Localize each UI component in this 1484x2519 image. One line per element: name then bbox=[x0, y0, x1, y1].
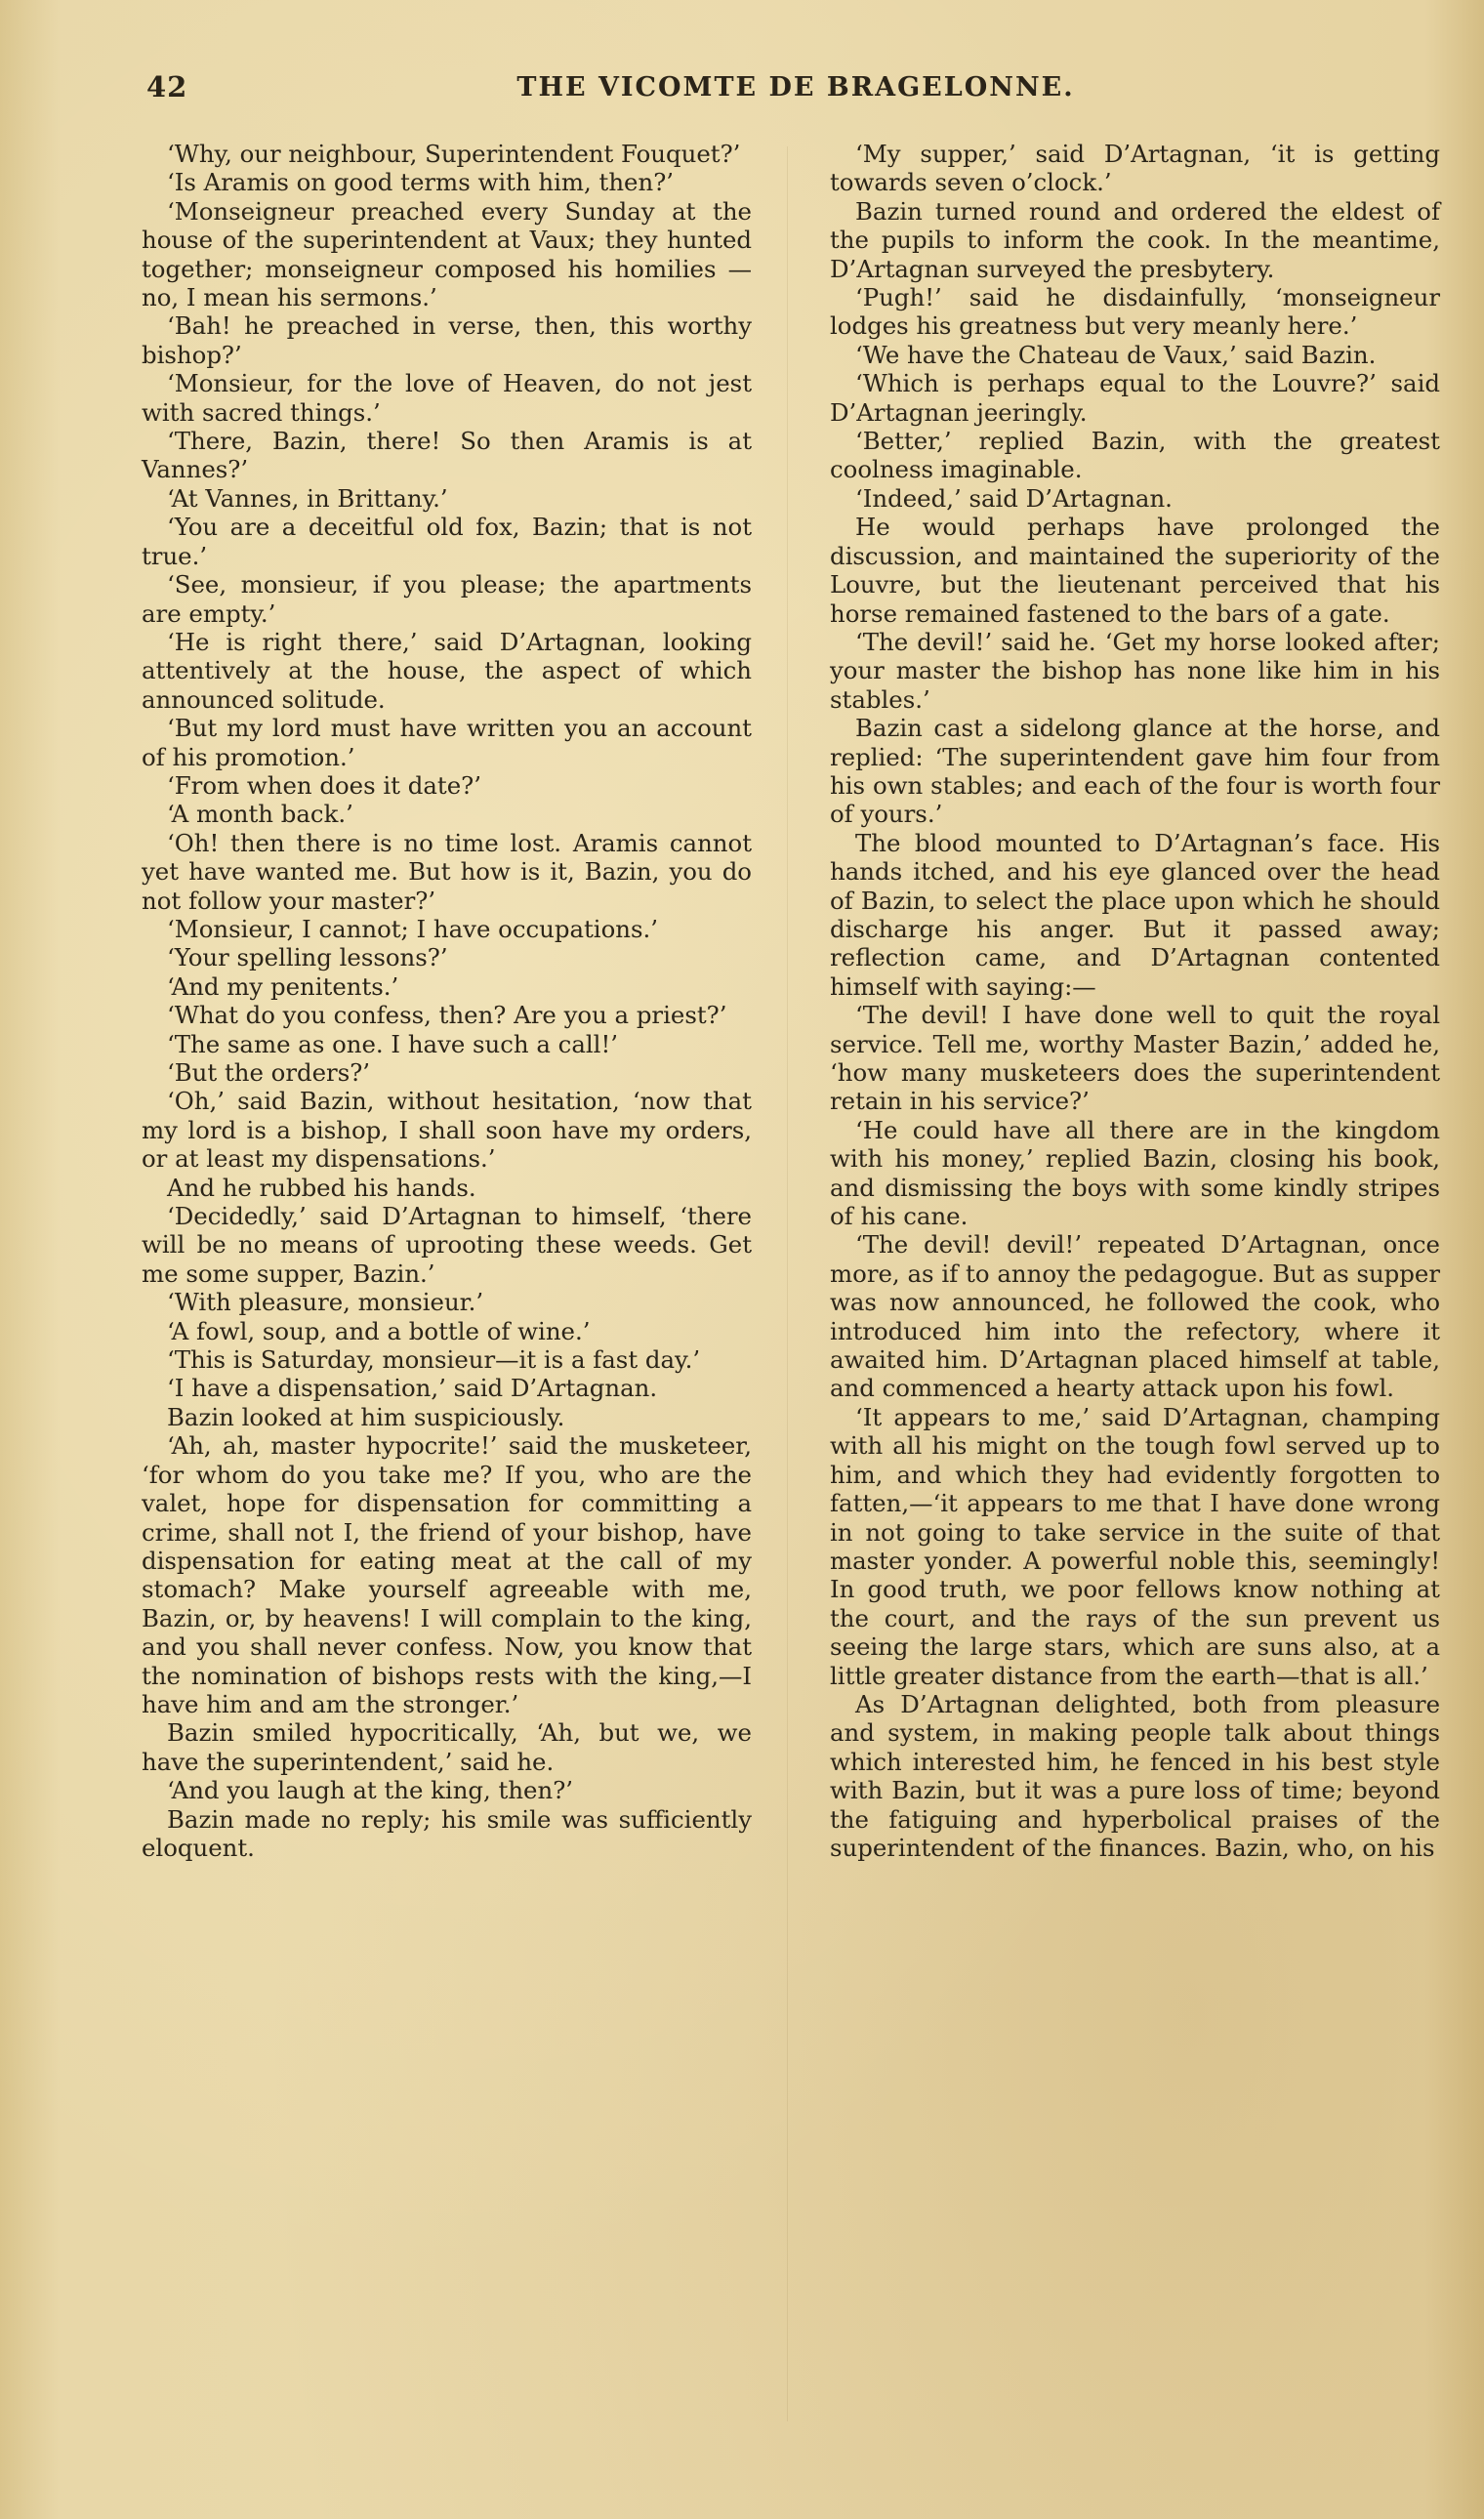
paragraph: ‘Ah, ah, master hypocrite!’ said the musketeer, ‘for whom do you take me? If you, who are the valet, hope for dispensation for committing a crime, shall not I, the friend of your bishop, have dispensation for eating meat at the call of my stomach? Make yourself agreeable with me, Bazin, or, by heavens! I will complain to the king, and you shall never confess. Now, you know that the nomination of bishops rests with the king,—I have him and am the stronger.’ bbox=[142, 1431, 752, 1718]
paragraph: The blood mounted to D’Artagnan’s face. His hands itched, and his eye glanced over the head of Bazin, to select the place upon which he should discharge his anger. But it passed away; reflection came, and D’Artagnan contented himself with saying:— bbox=[830, 828, 1440, 1001]
paragraph: ‘But the orders?’ bbox=[167, 1058, 371, 1087]
paragraph: ‘Which is perhaps equal to the Louvre?’ said D’Artagnan jeeringly. bbox=[830, 369, 1440, 427]
paragraph: ‘This is Saturday, monsieur—it is a fast day.’ bbox=[167, 1345, 701, 1375]
paragraph: ‘What do you confess, then? Are you a priest?’ bbox=[167, 1001, 727, 1030]
paragraph: ‘It appears to me,’ said D’Artagnan, champing with all his might on the tough fowl served up to him, and which they had evidently forgotten to fatten,—‘it appears to me that I have done wrong in not going to take service in the suite of that master yonder. A powerful noble this, seemingly! In good truth, we poor fellows know nothing at the court, and the rays of the sun prevent us seeing the large stars, which are suns also, at a little greater distance from the earth—that is all.’ bbox=[830, 1402, 1440, 1690]
paragraph: ‘See, monsieur, if you please; the apartments are empty.’ bbox=[142, 570, 752, 628]
column-gutter bbox=[787, 146, 788, 2421]
paragraph: ‘The devil!’ said he. ‘Get my horse looked after; your master the bishop has none like him in his stables.’ bbox=[830, 627, 1440, 714]
paragraph: Bazin turned round and ordered the eldest of the pupils to inform the cook. In the meantime, D’Artagnan surveyed the presbytery. bbox=[830, 196, 1440, 283]
paragraph: ‘Pugh!’ said he disdainfully, ‘monseigneur lodges his greatness but very meanly here.’ bbox=[830, 283, 1440, 341]
page-header bbox=[146, 70, 1445, 109]
paragraph: ‘And you laugh at the king, then?’ bbox=[167, 1776, 574, 1805]
paragraph: ‘From when does it date?’ bbox=[167, 770, 481, 800]
paragraph: ‘Monseigneur preached every Sunday at the house of the superintendent at Vaux; they hunted together; monseigneur composed his homilies — no, I mean his sermons.’ bbox=[142, 196, 752, 312]
right-text-column bbox=[830, 140, 1440, 1862]
paragraph: ‘Better,’ replied Bazin, with the greatest coolness imaginable. bbox=[830, 427, 1440, 484]
paragraph: ‘You are a deceitful old fox, Bazin; that is not true.’ bbox=[142, 513, 752, 570]
paragraph: As D’Artagnan delighted, both from pleasure and system, in making people talk about things which interested him, he fenced in his best style with Bazin, but it was a pure loss of time; beyond the fatiguing and hyperbolical praises of the superintendent of the finances. Bazin, who, on his bbox=[830, 1689, 1440, 1862]
paragraph: ‘My supper,’ said D’Artagnan, ‘it is getting towards seven o’clock.’ bbox=[830, 140, 1440, 197]
paragraph: Bazin smiled hypocritically, ‘Ah, but we, we have the superintendent,’ said he. bbox=[142, 1718, 752, 1776]
paragraph: ‘The same as one. I have such a call!’ bbox=[167, 1029, 619, 1058]
paragraph: ‘Monsieur, I cannot; I have occupations.’ bbox=[167, 914, 659, 943]
paragraph: ‘Indeed,’ said D’Artagnan. bbox=[855, 483, 1173, 513]
page-number: 42 bbox=[146, 70, 188, 103]
paragraph: ‘Monsieur, for the love of Heaven, do not jest with sacred things.’ bbox=[142, 369, 752, 427]
paragraph: He would perhaps have prolonged the discussion, and maintained the superiority of the Louvre, but the lieutenant perceived that his horse remained fastened to the bars of a gate. bbox=[830, 513, 1440, 628]
paragraph: ‘The devil! devil!’ repeated D’Artagnan, once more, as if to annoy the pedagogue. But as supper was now announced, he followed the cook, who introduced him into the refectory, where it awaited him. D’Artagnan placed himself at table, and commenced a hearty attack upon his fowl. bbox=[830, 1230, 1440, 1403]
paragraph: ‘I have a dispensation,’ said D’Artagnan. bbox=[167, 1374, 658, 1403]
left-text-column bbox=[142, 140, 752, 1862]
paragraph: ‘He could have all there are in the kingdom with his money,’ replied Bazin, closing his book, and dismissing the boys with some kindly stripes of his cane. bbox=[830, 1115, 1440, 1231]
paragraph: ‘Bah! he preached in verse, then, this worthy bishop?’ bbox=[142, 311, 752, 369]
paragraph: ‘We have the Chateau de Vaux,’ said Bazin. bbox=[855, 340, 1377, 369]
paragraph: ‘He is right there,’ said D’Artagnan, looking attentively at the house, the aspect of which announced solitude. bbox=[142, 627, 752, 714]
paragraph: ‘Why, our neighbour, Superintendent Fouquet?’ bbox=[167, 140, 741, 168]
paragraph: ‘Your spelling lessons?’ bbox=[167, 943, 448, 972]
paragraph: ‘Decidedly,’ said D’Artagnan to himself, ‘there will be no means of uprooting these weeds. Get me some supper, Bazin.’ bbox=[142, 1202, 752, 1288]
paragraph: ‘Is Aramis on good terms with him, then?’ bbox=[167, 168, 675, 197]
paragraph: Bazin looked at him suspiciously. bbox=[167, 1402, 565, 1431]
paragraph: ‘At Vannes, in Brittany.’ bbox=[167, 483, 448, 513]
paragraph: ‘Oh,’ said Bazin, without hesitation, ‘now that my lord is a bishop, I shall soon have my orders, or at least my dispensations.’ bbox=[142, 1087, 752, 1174]
paragraph: ‘But my lord must have written you an account of his promotion.’ bbox=[142, 714, 752, 771]
paragraph: ‘A fowl, soup, and a bottle of wine.’ bbox=[167, 1316, 591, 1345]
paragraph: ‘And my penitents.’ bbox=[167, 971, 399, 1001]
paragraph: Bazin cast a sidelong glance at the horse, and replied: ‘The superintendent gave him four from his own stables; and each of the four is worth four of yours.’ bbox=[830, 714, 1440, 829]
paragraph: ‘There, Bazin, there! So then Aramis is at Vannes?’ bbox=[142, 427, 752, 484]
running-title: THE VICOMTE DE BRAGELONNE. bbox=[516, 72, 1075, 103]
paragraph: ‘Oh! then there is no time lost. Aramis cannot yet have wanted me. But how is it, Bazin, you do not follow your master?’ bbox=[142, 828, 752, 915]
paragraph: ‘With pleasure, monsieur.’ bbox=[167, 1288, 484, 1317]
paragraph: And he rubbed his hands. bbox=[167, 1173, 476, 1202]
paragraph: Bazin made no reply; his smile was sufficiently eloquent. bbox=[142, 1804, 752, 1862]
paragraph: ‘The devil! I have done well to quit the royal service. Tell me, worthy Master Bazin,’ added he, ‘how many musketeers does the superintendent retain in his service?’ bbox=[830, 1001, 1440, 1116]
paragraph: ‘A month back.’ bbox=[167, 800, 353, 829]
